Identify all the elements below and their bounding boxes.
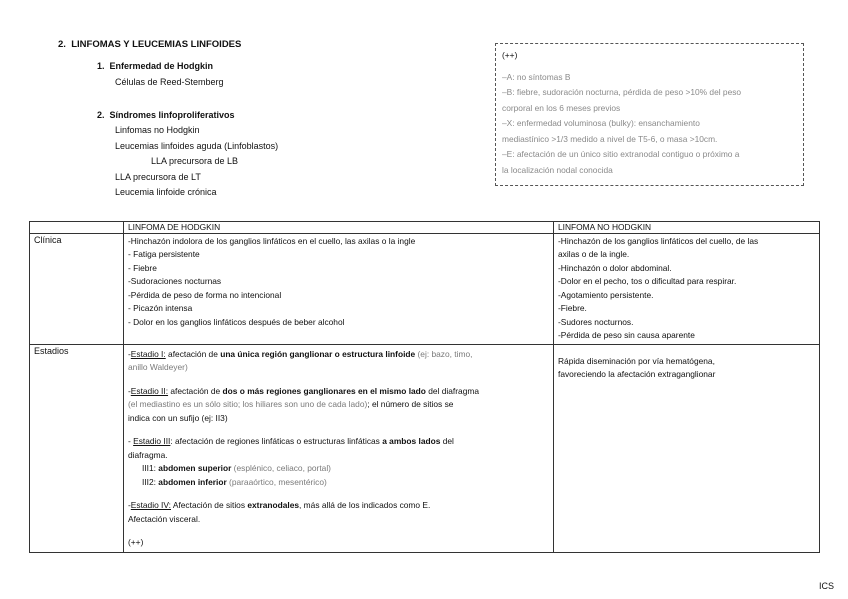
table-row-clinica — [30, 233, 820, 344]
section-number: 2. — [58, 39, 66, 50]
list-item: -Dolor en el pecho, tos o dificultad para respirar. — [558, 276, 737, 287]
estadio-text: afectación de — [168, 385, 223, 396]
estadio-text: III2: — [142, 476, 159, 487]
estadio-text: afectación de — [165, 348, 221, 359]
list-item: - Fatiga persistente — [128, 249, 200, 260]
estadio-dash: - — [128, 348, 131, 359]
estadio-name: Estadio II: — [130, 385, 169, 396]
estadio-gray: (esplénico, celiaco, portal) — [231, 463, 331, 474]
estadio-gray: (el mediastino es un sólo sitio; los hiliares son uno de cada lado) — [128, 399, 368, 410]
estadio-bold: una única región ganglionar o estructura linfoide — [220, 348, 416, 359]
outline-line: Linfomas no Hodgkin — [115, 125, 200, 135]
estadio-text: indica con un sufijo (ej: II3) — [128, 412, 228, 423]
table-row-estadios — [30, 344, 820, 552]
estadio-gray: (ej: bazo, timo, — [415, 348, 473, 359]
estadios-footer: (++) — [128, 537, 144, 548]
list-item: -Sudores nocturnos. — [558, 316, 634, 327]
list-item: -Sudoraciones nocturnas — [128, 276, 222, 287]
note-line: –X: enfermedad voluminosa (bulky): ensanchamiento — [502, 118, 700, 128]
estadio-text: Afectación visceral. — [128, 513, 201, 524]
estadio-text: Afectación de sitios — [171, 500, 248, 511]
estadio-2 — [128, 385, 549, 399]
list-item: - Picazón intensa — [128, 303, 193, 314]
note-line: –A: no síntomas B — [502, 71, 571, 82]
estadio-3 — [128, 435, 549, 449]
clinica-hodgkin-cell — [124, 233, 554, 344]
estadio-bold: dos o más regiones ganglionares en el mismo lado — [222, 385, 426, 396]
estadio-dash: - — [128, 385, 131, 396]
estadio-dash: - — [128, 500, 131, 511]
section-heading — [58, 39, 241, 51]
outline-item-1-sub: Células de Reed-Stemberg — [115, 77, 224, 87]
outline-line: LLA precursora de LB — [151, 156, 239, 166]
list-item: -Pérdida de peso sin causa aparente — [558, 330, 695, 341]
list-item: axilas o de la ingle. — [558, 249, 630, 260]
estadio-text: , más allá de los indicados como E. — [299, 500, 431, 511]
note-line: –B: fiebre, sudoración nocturna, pérdida de peso >10% del peso — [502, 87, 742, 97]
list-item: - Fiebre — [128, 262, 157, 273]
estadio-text: diafragma. — [128, 449, 168, 460]
outline-line: LLA precursora de LT — [115, 172, 201, 182]
list-item: -Hinchazón de los ganglios linfáticos del cuello, de las — [558, 235, 759, 246]
list-item: -Pérdida de peso de forma no intencional — [128, 289, 282, 300]
note-box-header: (++) — [502, 50, 518, 60]
note-line: la localización nodal conocida — [502, 164, 613, 175]
outline-item-2-number: 2. — [97, 110, 105, 120]
note-line: mediastínico >1/3 medido a nivel de T5-6, o masa >10cm. — [502, 133, 718, 144]
outline-item-2-title: Síndromes linfoproliferativos — [109, 110, 235, 120]
estadio-2-line — [128, 398, 549, 412]
note-line: corporal en los 6 meses previos — [502, 102, 621, 113]
estadio-gray: (paraaórtico, mesentérico) — [226, 476, 327, 487]
section-title: LINFOMAS Y LEUCEMIAS LINFOIDES — [71, 39, 242, 50]
list-item: - Dolor en los ganglios linfáticos después de beber alcohol — [128, 316, 345, 327]
table-header-cell — [30, 222, 124, 234]
estadio-dash: - — [128, 436, 134, 447]
estadio-text: : afectación de regiones linfáticas o estructuras linfáticas — [170, 436, 383, 447]
outline-line: Leucemias linfoides aguda (Linfoblastos) — [115, 141, 279, 151]
outline-item-2 — [97, 110, 235, 122]
estadio-3-sub-2 — [128, 476, 549, 490]
estadio-text: del diafragma — [425, 385, 479, 396]
list-item: -Fiebre. — [558, 303, 587, 314]
estadio-text: ; el número de sitios se — [367, 399, 454, 410]
estadios-no-hodgkin-cell — [554, 344, 820, 552]
estadios-hodgkin-cell — [124, 344, 554, 552]
note-box — [495, 43, 804, 186]
list-item: -Hinchazón indolora de los ganglios linfáticos en el cuello, las axilas o la ingle — [128, 235, 416, 246]
estadio-bold: a ambos lados — [382, 436, 441, 447]
list-item: -Hinchazón o dolor abdominal. — [558, 262, 672, 273]
estadio-bold: abdomen inferior — [158, 476, 227, 487]
estadio-name: Estadio IV: — [130, 500, 171, 511]
list-item: Rápida diseminación por vía hematógena, — [558, 355, 715, 366]
estadio-text: III1: — [142, 463, 159, 474]
list-item: -Agotamiento persistente. — [558, 289, 654, 300]
estadio-gray: anillo Waldeyer) — [128, 362, 188, 373]
row-label: Estadios — [30, 344, 124, 552]
outline-item-1-number: 1. — [97, 61, 105, 71]
estadio-3-sub-1 — [128, 462, 549, 476]
footer-mark: ICS — [819, 581, 835, 591]
row-label: Clínica — [30, 233, 124, 344]
note-line: –E: afectación de un único sitio extranodal contiguo o próximo a — [502, 149, 740, 159]
comparison-table — [29, 221, 820, 553]
estadio-name: Estadio I: — [130, 348, 166, 359]
estadio-bold: abdomen superior — [158, 463, 232, 474]
estadio-bold: extranodales — [247, 500, 300, 511]
clinica-no-hodgkin-cell — [554, 233, 820, 344]
estadio-4 — [128, 499, 549, 513]
estadio-name: Estadio III — [133, 436, 171, 447]
table-header-cell: LINFOMA NO HODGKIN — [554, 222, 820, 234]
table-header-row — [30, 222, 820, 234]
outline-item-1-title: Enfermedad de Hodgkin — [109, 61, 214, 71]
estadio-1 — [128, 348, 549, 362]
outline-line: Leucemia linfoide crónica — [115, 187, 217, 197]
estadio-text: del — [440, 436, 454, 447]
outline-item-1 — [97, 61, 213, 73]
list-item: favoreciendo la afectación extraganglionar — [558, 369, 716, 380]
table-header-cell: LINFOMA DE HODGKIN — [124, 222, 554, 234]
